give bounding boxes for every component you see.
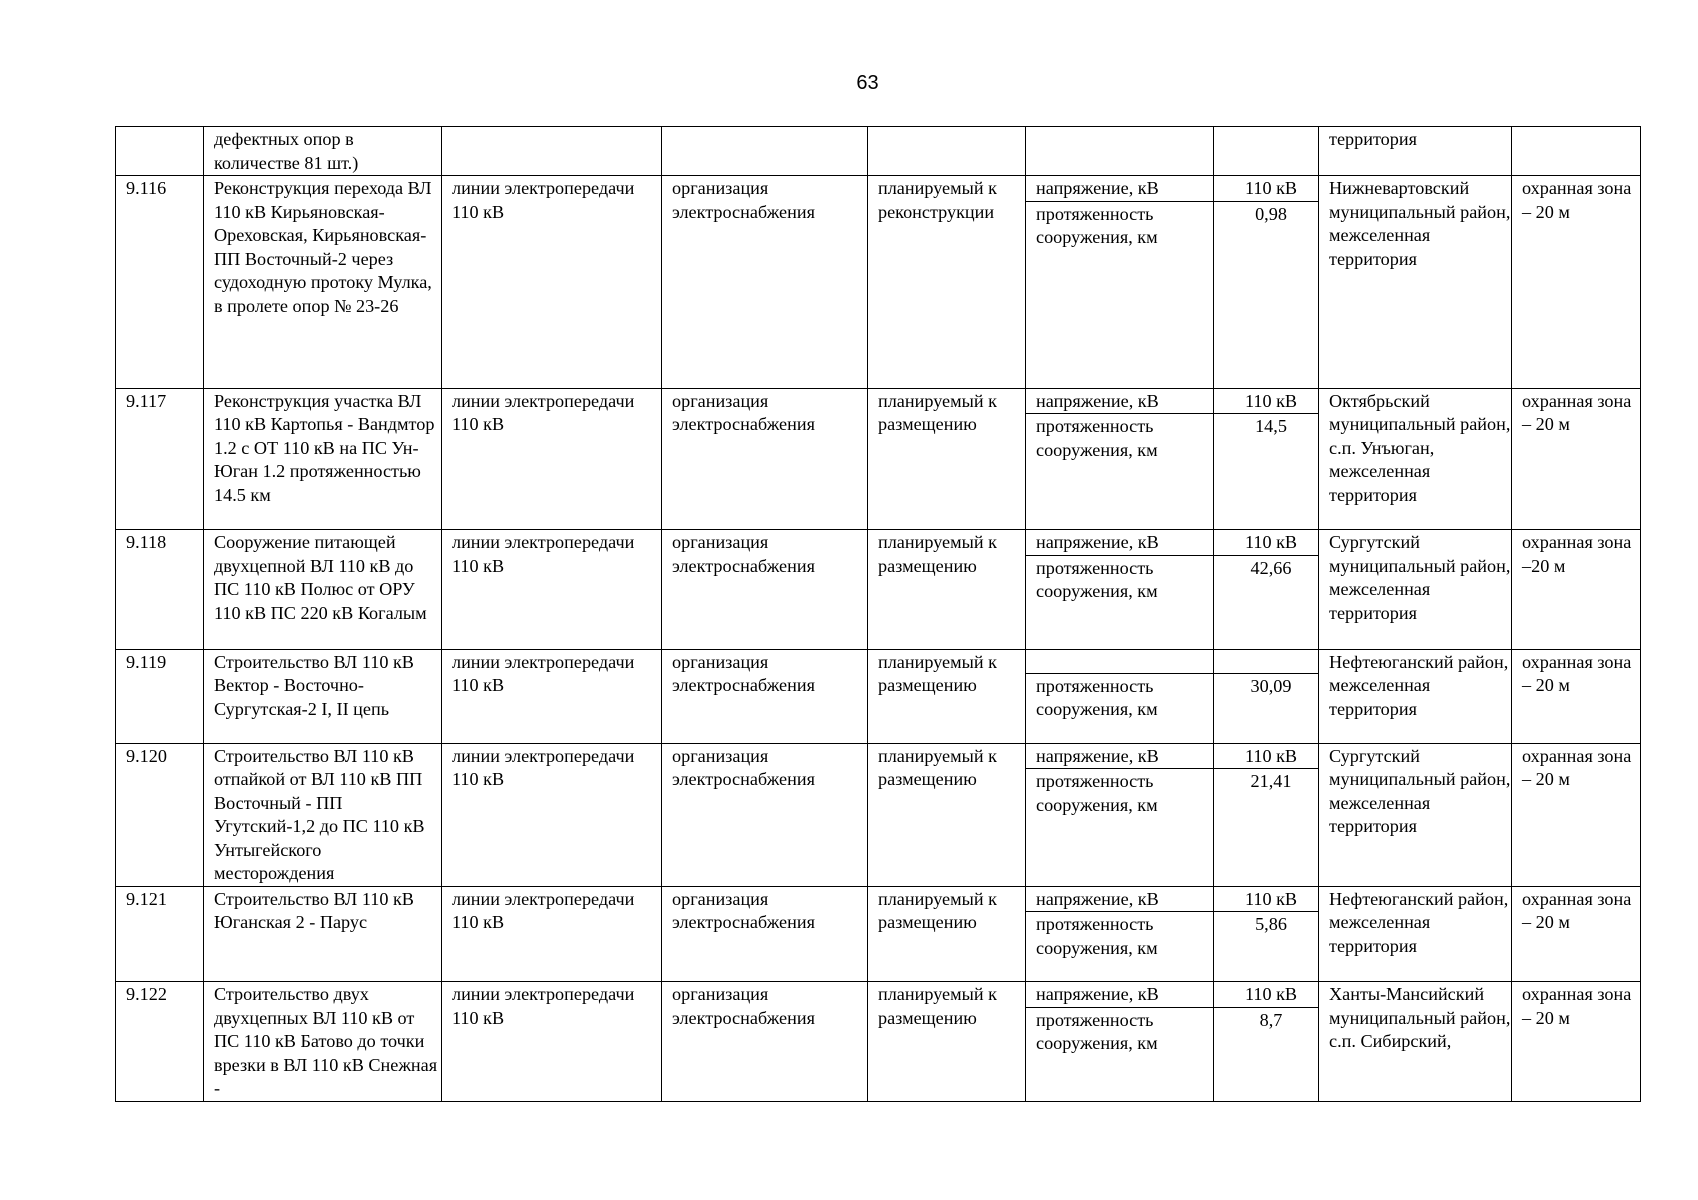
cell-parameter: протяженность сооружения, км — [1026, 201, 1214, 388]
cell-zone: охранная зона – 20 м — [1512, 982, 1641, 1102]
cell-parameter: протяженность сооружения, км — [1026, 555, 1214, 649]
cell-zone: охранная зона – 20 м — [1512, 176, 1641, 389]
table-row — [116, 886, 1641, 912]
cell-value: 8,7 — [1214, 1007, 1319, 1101]
cell-location: территория — [1319, 127, 1512, 176]
cell-parameter — [1026, 127, 1214, 176]
cell-purpose: организация электроснабжения — [662, 530, 868, 650]
cell-purpose: организация электроснабжения — [662, 649, 868, 743]
cell-number: 9.118 — [116, 530, 204, 650]
cell-zone: охранная зона – 20 м — [1512, 886, 1641, 982]
cell-purpose: организация электроснабжения — [662, 176, 868, 389]
cell-number: 9.122 — [116, 982, 204, 1102]
cell-value: 14,5 — [1214, 414, 1319, 530]
cell-parameter: напряжение, кВ — [1026, 530, 1214, 556]
cell-zone: охранная зона – 20 м — [1512, 388, 1641, 530]
cell-value: 42,66 — [1214, 555, 1319, 649]
cell-parameter — [1026, 649, 1214, 673]
table-row — [116, 176, 1641, 202]
cell-parameter: протяженность сооружения, км — [1026, 1007, 1214, 1101]
cell-status: планируемый к размещению — [868, 886, 1026, 982]
cell-zone: охранная зона – 20 м — [1512, 743, 1641, 886]
cell-location: Ханты-Мансийский муниципальный район, с.п. Сибирский, — [1319, 982, 1512, 1102]
cell-object-name: Строительство двух двухцепных ВЛ 110 кВ от ПС 110 кВ Батово до точки врезки в ВЛ 110 кВ Снежная - — [204, 982, 442, 1102]
cell-object-type: линии электропередачи 110 кВ — [442, 388, 662, 530]
cell-location: Октябрьский муниципальный район, с.п. Унъюган, межселенная территория — [1319, 388, 1512, 530]
cell-status: планируемый к размещению — [868, 743, 1026, 886]
cell-object-name: Строительство ВЛ 110 кВ отпайкой от ВЛ 110 кВ ПП Восточный - ПП Угутский-1,2 до ПС 110 кВ Унтыгейского месторождения — [204, 743, 442, 886]
cell-parameter: напряжение, кВ — [1026, 886, 1214, 912]
cell-object-name: Сооружение питающей двухцепной ВЛ 110 кВ до ПС 110 кВ Полюс от ОРУ 110 кВ ПС 220 кВ Когалым — [204, 530, 442, 650]
cell-value: 5,86 — [1214, 912, 1319, 982]
cell-zone: охранная зона –20 м — [1512, 530, 1641, 650]
cell-value: 110 кВ — [1214, 176, 1319, 202]
table-row — [116, 982, 1641, 1008]
cell-value: 110 кВ — [1214, 743, 1319, 769]
cell-parameter: напряжение, кВ — [1026, 388, 1214, 414]
cell-object-name: Реконструкция перехода ВЛ 110 кВ Кирьяновская-Ореховская, Кирьяновская-ПП Восточный-2 через судоходную протоку Мулка, в пролете опор № 23-26 — [204, 176, 442, 389]
cell-object-name: Реконструкция участка ВЛ 110 кВ Картопья - Вандмтор 1.2 с ОТ 110 кВ на ПС Ун-Юган 1.2 протяженностью 14.5 км — [204, 388, 442, 530]
cell-status: планируемый к размещению — [868, 982, 1026, 1102]
cell-status: планируемый к реконструкции — [868, 176, 1026, 389]
page-number: 63 — [856, 72, 879, 94]
cell-value: 110 кВ — [1214, 388, 1319, 414]
cell-value: 21,41 — [1214, 769, 1319, 886]
cell-parameter: протяженность сооружения, км — [1026, 414, 1214, 530]
cell-status — [868, 127, 1026, 176]
objects-table — [115, 126, 1641, 1102]
cell-location: Нижневартовский муниципальный район, межселенная территория — [1319, 176, 1512, 389]
cell-location: Сургутский муниципальный район, межселенная территория — [1319, 530, 1512, 650]
table-row — [116, 127, 1641, 176]
table-row — [116, 388, 1641, 414]
cell-location: Нефтеюганский район, межселенная территория — [1319, 886, 1512, 982]
cell-status: планируемый к размещению — [868, 530, 1026, 650]
cell-value: 110 кВ — [1214, 886, 1319, 912]
cell-object-name: Строительство ВЛ 110 кВ Вектор - Восточно-Сургутская-2 I, II цепь — [204, 649, 442, 743]
cell-value: 110 кВ — [1214, 530, 1319, 556]
cell-status: планируемый к размещению — [868, 649, 1026, 743]
table-row — [116, 743, 1641, 769]
cell-object-name: Строительство ВЛ 110 кВ Юганская 2 - Парус — [204, 886, 442, 982]
cell-purpose: организация электроснабжения — [662, 743, 868, 886]
cell-number — [116, 127, 204, 176]
cell-object-type: линии электропередачи 110 кВ — [442, 743, 662, 886]
cell-purpose: организация электроснабжения — [662, 388, 868, 530]
cell-zone — [1512, 127, 1641, 176]
cell-parameter: протяженность сооружения, км — [1026, 912, 1214, 982]
cell-number: 9.120 — [116, 743, 204, 886]
cell-parameter: напряжение, кВ — [1026, 743, 1214, 769]
cell-number: 9.116 — [116, 176, 204, 389]
cell-status: планируемый к размещению — [868, 388, 1026, 530]
cell-parameter: напряжение, кВ — [1026, 982, 1214, 1008]
cell-number: 9.119 — [116, 649, 204, 743]
cell-object-type: линии электропередачи 110 кВ — [442, 176, 662, 389]
cell-object-type: линии электропередачи 110 кВ — [442, 649, 662, 743]
cell-number: 9.121 — [116, 886, 204, 982]
cell-value — [1214, 649, 1319, 673]
cell-purpose — [662, 127, 868, 176]
cell-value: 0,98 — [1214, 201, 1319, 388]
table-row — [116, 649, 1641, 673]
cell-object-type: линии электропередачи 110 кВ — [442, 886, 662, 982]
cell-parameter: протяженность сооружения, км — [1026, 673, 1214, 743]
table-row — [116, 530, 1641, 556]
cell-object-type: линии электропередачи 110 кВ — [442, 530, 662, 650]
cell-value: 110 кВ — [1214, 982, 1319, 1008]
cell-object-name: дефектных опор в количестве 81 шт.) — [204, 127, 442, 176]
cell-zone: охранная зона – 20 м — [1512, 649, 1641, 743]
cell-location: Нефтеюганский район, межселенная территория — [1319, 649, 1512, 743]
cell-value: 30,09 — [1214, 673, 1319, 743]
cell-purpose: организация электроснабжения — [662, 886, 868, 982]
cell-number: 9.117 — [116, 388, 204, 530]
cell-object-type — [442, 127, 662, 176]
cell-parameter: напряжение, кВ — [1026, 176, 1214, 202]
cell-object-type: линии электропередачи 110 кВ — [442, 982, 662, 1102]
cell-location: Сургутский муниципальный район, межселенная территория — [1319, 743, 1512, 886]
cell-purpose: организация электроснабжения — [662, 982, 868, 1102]
cell-value — [1214, 127, 1319, 176]
cell-parameter: протяженность сооружения, км — [1026, 769, 1214, 886]
